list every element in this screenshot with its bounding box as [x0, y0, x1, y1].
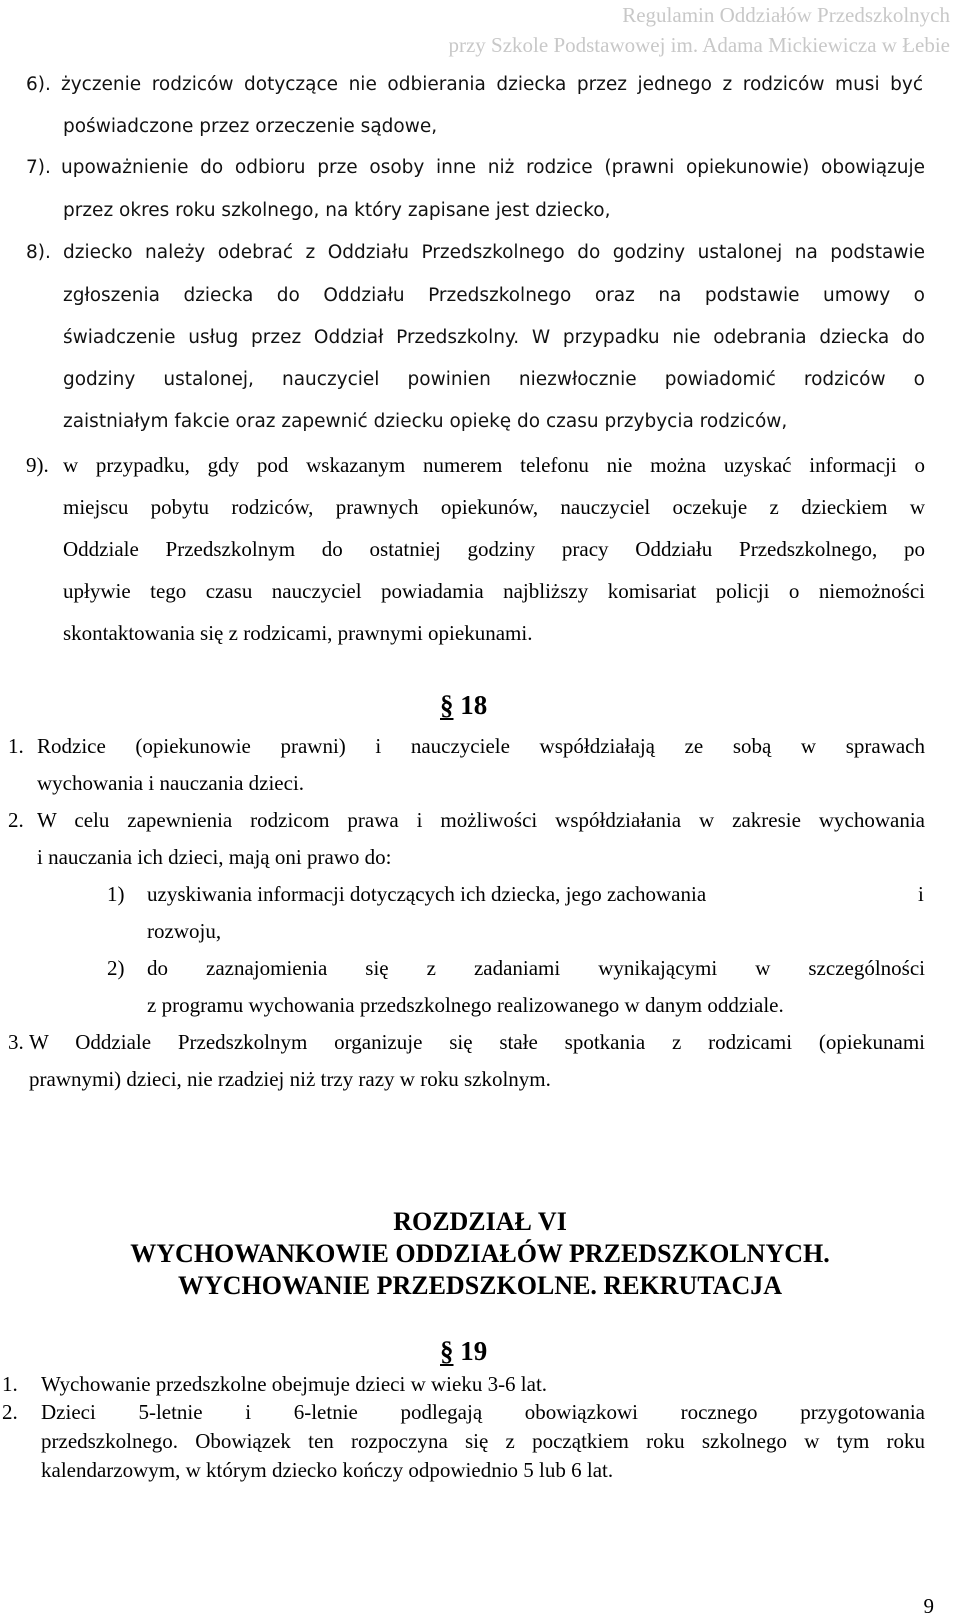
- paragraph-line: prawnymi) dzieci, nie rzadziej niż trzy razy w roku szkolnym.: [29, 1067, 551, 1091]
- item-number: 9).: [26, 453, 49, 477]
- header-line-1: Regulamin Oddziałów Przedszkolnych: [622, 3, 950, 27]
- subitem-line: uzyskiwania informacji dotyczących ich dziecka, jego zachowania: [147, 882, 707, 906]
- item-line: miejscu pobytu rodziców, prawnych opiekunów, nauczyciel oczekuje z dzieckiem w: [63, 495, 925, 519]
- item-number: 7).: [26, 157, 51, 178]
- item-line: w przypadku, gdy pod wskazanym numerem telefonu nie można uzyskać informacji o: [63, 453, 925, 477]
- item-line: skontaktowania się z rodzicami, prawnymi opiekunami.: [63, 621, 533, 645]
- paragraph-line: i nauczania ich dzieci, mają oni prawo do:: [37, 845, 392, 869]
- paragraph-number: 2.: [2, 1400, 18, 1424]
- subitem-number: 2): [107, 956, 125, 980]
- running-header: [448, 0, 950, 60]
- subitem-line: z programu wychowania przedszkolnego realizowanego w danym oddziale.: [147, 993, 784, 1017]
- item-line: godziny ustalonej, nauczyciel powinien niezwłocznie powiadomić rodziców o: [63, 369, 925, 390]
- chapter-title-line-1: ROZDZIAŁ VI: [393, 1207, 567, 1236]
- header-line-2: przy Szkole Podstawowej im. Adama Mickiewicza w Łebie: [448, 33, 950, 57]
- item-number: 6).: [26, 74, 51, 95]
- paragraph-symbol: §: [440, 690, 454, 720]
- item-line: przez okres roku szkolnego, na który zapisane jest dziecko,: [63, 200, 611, 221]
- paragraph-line: W Oddziale Przedszkolnym organizuje się stałe spotkania z rodzicami (opiekunami: [29, 1030, 925, 1054]
- item-line: upoważnienie do odbioru prze osoby inne niż rodzice (prawni opiekunowie) obowiązuje: [61, 157, 925, 178]
- item-line: świadczenie usług przez Oddział Przedszkolny. W przypadku nie odebrania dziecka do: [63, 327, 925, 348]
- item-line: dziecko należy odebrać z Oddziału Przedszkolnego do godziny ustalonej na podstawie: [63, 242, 925, 263]
- section-18-heading: [440, 690, 487, 721]
- paragraph-line: Wychowanie przedszkolne obejmuje dzieci w wieku 3-6 lat.: [41, 1372, 548, 1396]
- chapter-heading: [0, 1206, 960, 1302]
- paragraph-line: W celu zapewnienia rodzicom prawa i możliwości współdziałania w zakresie wychowania: [37, 808, 925, 832]
- paragraph-line: Rodzice (opiekunowie prawni) i nauczyciele współdziałają ze sobą w sprawach: [37, 734, 925, 758]
- section-number: 19: [460, 1336, 488, 1366]
- item-line: życzenie rodziców dotyczące nie odbierania dziecka przez jednego z rodziców musi być: [61, 74, 923, 95]
- page-number: 9: [923, 1594, 934, 1618]
- item-line: Oddziale Przedszkolnym do ostatniej godziny pracy Oddziału Przedszkolnego, po: [63, 537, 925, 561]
- paragraph-number: 1.: [2, 1372, 18, 1396]
- chapter-title-line-2: WYCHOWANKOWIE ODDZIAŁÓW PRZEDSZKOLNYCH.: [130, 1239, 830, 1268]
- section-number: 18: [460, 690, 488, 720]
- subitem-number: 1): [107, 882, 125, 906]
- paragraph-line: kalendarzowym, w którym dziecko kończy odpowiednio 5 lub 6 lat.: [41, 1458, 614, 1482]
- item-line: upływie tego czasu nauczyciel powiadamia najbliższy komisariat policji o niemożności: [63, 579, 925, 603]
- paragraph-line: przedszkolnego. Obowiązek ten rozpoczyna się z początkiem roku szkolnego w tym roku: [41, 1429, 925, 1453]
- chapter-title-line-3: WYCHOWANIE PRZEDSZKOLNE. REKRUTACJA: [177, 1271, 783, 1300]
- section-19-heading: [440, 1336, 487, 1367]
- item-number: 8).: [26, 242, 51, 263]
- subitem-line: rozwoju,: [147, 919, 222, 943]
- item-line: zaistniałym fakcie oraz zapewnić dziecku opiekę do czasu przybycia rodziców,: [63, 411, 788, 432]
- paragraph-number: 3.: [8, 1030, 24, 1054]
- paragraph-symbol: §: [440, 1336, 454, 1366]
- paragraph-line: wychowania i nauczania dzieci.: [37, 771, 305, 795]
- paragraph-number: 1.: [8, 734, 24, 758]
- item-line: zgłoszenia dziecka do Oddziału Przedszkolnego oraz na podstawie umowy o: [63, 285, 925, 306]
- paragraph-number: 2.: [8, 808, 24, 832]
- subitem-line: i: [918, 882, 924, 906]
- subitem-line: do zaznajomienia się z zadaniami wynikającymi w szczególności: [147, 956, 925, 980]
- item-line: poświadczone przez orzeczenie sądowe,: [63, 116, 438, 137]
- paragraph-line: Dzieci 5-letnie i 6-letnie podlegają obowiązkowi rocznego przygotowania: [41, 1400, 925, 1424]
